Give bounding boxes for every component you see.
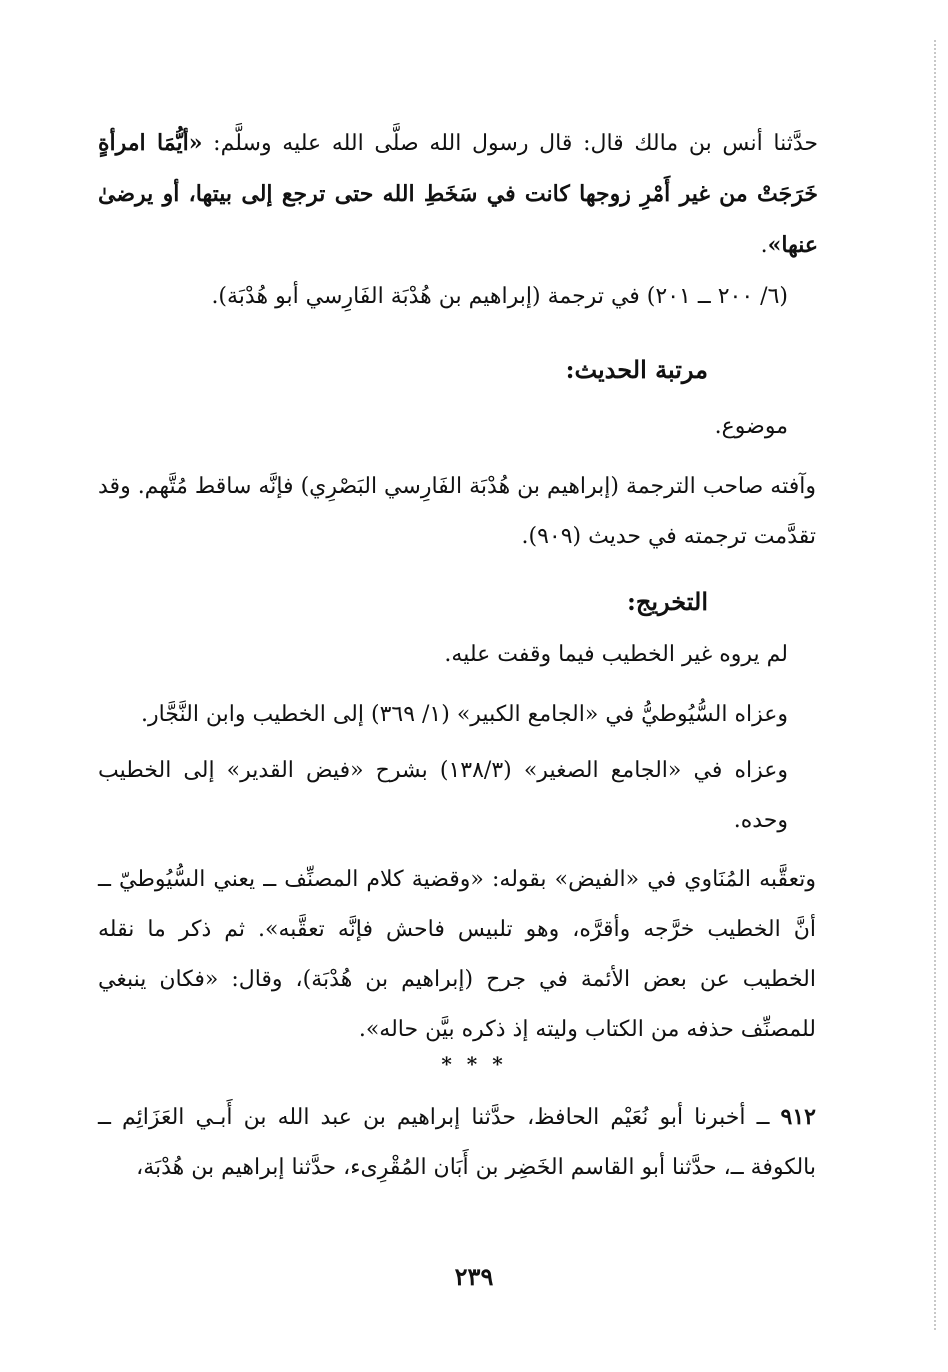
takhrij-paragraph-1: لم يروه غير الخطيب فيما وقفت عليه.: [444, 642, 788, 667]
takhrij-paragraph-3: وعزاه في «الجامع الصغير» (١٣٨/٣) بشرح «فيض القدير» إلى الخطيب وحده.: [98, 758, 788, 833]
hadith-number: ٩١٢: [780, 1104, 816, 1130]
scan-edge-divider: [934, 40, 936, 1330]
hadith-quote: «أيُّمَا امرأةٍ خَرَجَتْ من غير أَمْرِ زوجها كانت في سَخَطِ الله حتى ترجع إلى بيتها، أو يرضىٰ عنها»: [98, 130, 818, 258]
hadith-isnad: ــ أخبرنا أبو نُعَيْم الحافظ، حدَّثنا إبراهيم بن عبد الله بن أَبـي العَزَائِم ــ بالكوفة ــ، حدَّثنا أبو القاسم الخَضِر بن أَبَان المُقْرِىء، حدَّثنا إبراهيم بن هُدْبَة،: [98, 1105, 816, 1180]
rank-heading: مرتبة الحديث:: [565, 355, 708, 384]
section-separator: * * *: [441, 1052, 507, 1076]
defect-paragraph: وآفته صاحب الترجمة (إبراهيم بن هُدْبَة الفَارِسي البَصْرِي) فإنَّه ساقط مُتَّهم. وقد تقدَّمت ترجمته في حديث (٩٠٩).: [98, 474, 816, 549]
hadith-narration: حدَّثنا أنس بن مالك قال: قال رسول الله صلَّى الله عليه وسلَّم:: [202, 131, 819, 156]
takhrij-paragraph-2: وعزاه السُّيُوطيُّ في «الجامع الكبير» (١/ ٣٦٩) إلى الخطيب وابن النَّجَّار.: [140, 702, 788, 727]
rank-verdict: موضوع.: [714, 414, 788, 439]
takhrij-paragraph-4: وتعقَّبه المُنَاوي في «الفيض» بقوله: «وقضية كلام المصنِّف ــ يعني السُّيُوطيّ ــ أنَّ الخطيب خرَّجه وأقرَّه، وهو تلبيس فاحش فإنَّه تعقَّبه». ثم ذكر ما نقله الخطيب عن بعض الأئمة في جرح (إبراهيم بن هُدْبَة)، وقال: «فكان ينبغي للمصنِّف حذفه من الكتاب وليته إذ ذكره بيَّن حاله».: [98, 867, 816, 1042]
next-hadith: [98, 1092, 816, 1193]
page-number: ٢٣٩: [454, 1262, 494, 1291]
takhrij-heading: التخريج:: [627, 587, 708, 616]
hadith-end: .: [760, 233, 768, 258]
hadith-text: [98, 118, 818, 271]
source-reference: (٦/ ٢٠٠ ــ ٢٠١) في ترجمة (إبراهيم بن هُدْبَة الفَارِسي أبو هُدْبَة).: [211, 284, 788, 309]
